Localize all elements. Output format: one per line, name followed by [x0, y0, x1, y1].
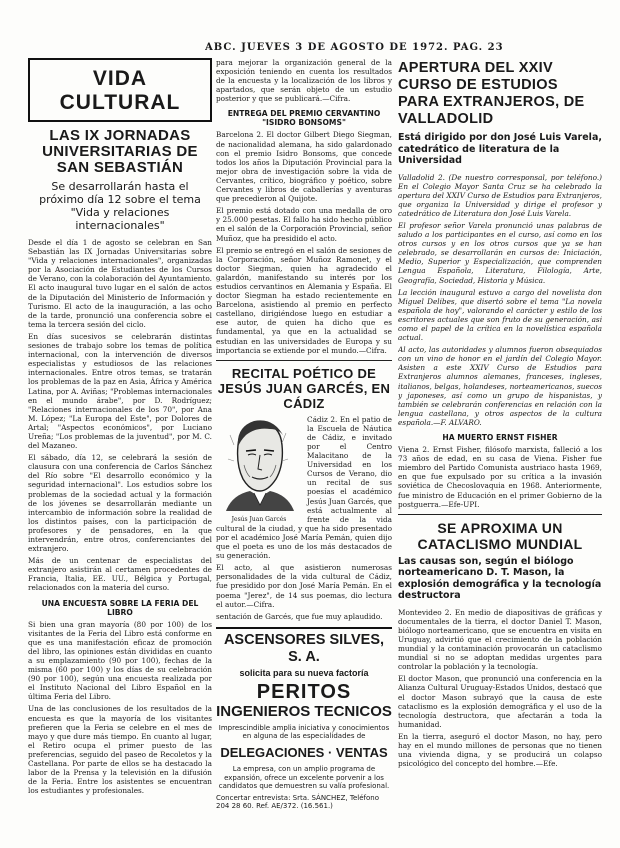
- ad-ingenieros: INGENIEROS TECNICOS: [216, 702, 392, 720]
- ad-peritos: PERITOS: [256, 680, 352, 703]
- article-paragraph: para mejorar la organización general de la exposición teniendo en cuenta los resultados de la encuesta y la localización de los libros y apartados, que serán objeto de un estudio posterior y que se publicará.—Cifra.: [216, 58, 392, 104]
- column-middle: [216, 58, 392, 836]
- ad-offer: La empresa, con un amplio programa de expansión, ofrece un excelente porvenir a los candidatos que demuestren su valía profesional.: [218, 764, 390, 791]
- article-paragraph: Montevideo 2. En medio de diapositivas de gráficas y documentales de la tierra, el doctor Daniel T. Mason, biólogo norteamericano, que se encuentra en visita en Uruguay, advirtió que el crecimiento de la población mundial y la contaminación provocarán un cataclismo mundial si no se adoptan medidas urgentes para controlar la población y la tecnología.: [398, 607, 602, 672]
- ad-solicits: solicita para su nueva factoría: [239, 667, 369, 678]
- article-paragraph: El profesor señor Varela pronunció unas palabras de saludo a los participantes en el curso, así como en los otros cursos y en los otros cursos que ya se han celebrado, se desarrollarán en cursos de: Iniciación, Medio, Superior y Especialización, que comprenden Lengua Española, Literatura, Filología, Arte, Geografía, Sociedad, Historia y Música.: [398, 220, 602, 285]
- article-paragraph: El doctor Mason, que pronunció una conferencia en la Alianza Cultural Uruguay-Estados Unidos, destacó que el doctor Mason subrayó que la causa de este cataclismo es la explosión demográfica y el uso de la tecnología destructora, que afectarán a toda la humanidad.: [398, 674, 602, 729]
- article-paragraph: Si bien una gran mayoría (80 por 100) de los visitantes de la Feria del Libro está conforme en que es una manifestación eficaz de promoción del libro, las opiniones están divididas en cuanto a su emplazamiento (90 por 100), fechas de la misma (60 por 100) y los días de su celebración (90 por 100), según una encuesta realizada por el Instituto Nacional del Libro Español en la última Feria del Libro.: [28, 619, 212, 702]
- article-paragraph: El sábado, día 12, se celebrará la sesión de clausura con una conferencia de Carlos Sánchez del Río sobre "El desarrollo económico y la seguridad internacional". Los estudios sobre los problemas de la sociedad actual y la formación de los jóvenes se desarrollarán mediante un intercambio de información sobre la realidad de los distintos países, con la participación de profesores y de pensadores, en la que intervendrán, entre otros, conferenciantes del extranjero.: [28, 453, 212, 554]
- article-paragraph: La lección inaugural estuvo a cargo del novelista don Miguel Delibes, que disertó sobre el tema "La novela española de hoy", valorando el carácter y estilo de los escritores actuales que son fruto de su generación, así como el papel de la crítica en la novelística española actual.: [398, 287, 602, 343]
- article-paragraph: Desde el día 1 de agosto se celebran en San Sebastián las IX Jornadas Universitarias sobre "Vida y relaciones internacionales", organizadas por la Asociación de Estudiantes de los Cursos de Verano, con la colaboración del Ayuntamiento. El acto inaugural tuvo lugar en el salón de actos de la Diputación del Ministerio de Información y Turismo. El acto de la inauguración, a las ocho de la tarde, pronunció una conferencia sobre el tema la tercera sesión del ciclo.: [28, 238, 212, 329]
- portrait-sketch: [216, 415, 302, 511]
- subhead-premio-cervantino: ENTREGA DEL PREMIO CERVANTINO "ISIDRO BONSOMS": [227, 109, 381, 128]
- article-paragraph: El premio está dotado con una medalla de oro y 25.000 pesetas. El fallo ha sido hecho público en el salón de la Corporación Provincial, señor Muñoz, que ha presidido el acto.: [216, 206, 392, 243]
- article-paragraph: sentación de Garcés, que fue muy aplaudido.: [216, 611, 383, 621]
- section-title: VIDA CULTURAL: [28, 58, 212, 122]
- article-paragraph: Más de un centenar de especialistas del extranjero asistirán al certamen procedentes de Francia, Italia, EE. UU., Bélgica y Portugal, relacionados con la materia del curso.: [28, 556, 212, 593]
- ad-requirements: Imprescindible amplia iniciativa y conocimientos en alguna de las especialidades de: [218, 723, 390, 741]
- article-paragraph: En la tierra, aseguró el doctor Mason, no hay, pero hay en el mundo millones de personas que no tienen una vivienda digna, y se producirá un colapso psicológico del concepto del hombre.—Efe.: [398, 731, 602, 769]
- portrait-photo: [216, 415, 302, 521]
- article-paragraph: Viena 2. Ernst Fisher, filósofo marxista, falleció a los 73 años de edad, en su casa de Viena. Fisher fue miembro del Partido Comunista austriaco hasta 1969, en que fue expulsado por su crítica a la invasión soviética de Checoslovaquia en 1968. Anteriormente, fue ministro de Educación en el primer Gobierno de la postguerra.—Efe-UPI.: [398, 445, 602, 509]
- article-paragraph: Barcelona 2. El doctor Gilbert Diego Siegman, de nacionalidad alemana, ha sido galardonado con el premio Isidro Bonsoms, que concede todos los años la Diputación Provincial para la mejor obra de investigación sobre la vida de Cervantes, crítico, biográfico y poético, sobre Cervantes y libros de caballerías y aventuras que precedieron al Quijote.: [216, 130, 392, 204]
- article-paragraph: Valladolid 2. (De nuestro corresponsal, por teléfono.) En el Colegio Mayor Santa Cruz se ha celebrado la apertura del XXIV Curso de Estudios para Extranjeros, que organiza la Universidad y dirige el profesor y catedrático de Literatura don José Luis Varela.: [398, 172, 602, 218]
- job-advertisement: [216, 627, 392, 811]
- divider: [216, 360, 392, 361]
- page-header: ABC. JUEVES 3 DE AGOSTO DE 1972. PAG. 23: [205, 42, 504, 53]
- article-paragraph: El acto, al que asistieron numerosas personalidades de la vida cultural de Cádiz, fue presidido por don José María Pemán. En el poema "Jerez", de 14 sus poemas, dio lectura el autor.—Cifra.: [216, 563, 392, 609]
- recital-article: [216, 415, 392, 621]
- divider: [398, 514, 602, 515]
- ad-delegaciones: DELEGACIONES · VENTAS: [220, 744, 388, 760]
- column-left: [28, 58, 212, 836]
- dek-valladolid: Está dirigido por don José Luis Varela, catedrático de literatura de la Universidad: [398, 132, 602, 166]
- article-paragraph: Una de las conclusiones de los resultados de la encuesta es que la mayoría de los visitantes prefieren que la Feria se celebre en el mes de mayo y que dure más tiempo. En cuanto al lugar, el Retiro ocupa el primer puesto de las preferencias, seguido del paseo de Recoletos y la Castellana. Por parte de ellos se ha destacado la labor de la Prensa y la televisión en la difusión de la Feria. Entre los asistentes se encuentran los estudiantes y profesionales.: [28, 704, 212, 796]
- column-right: [398, 58, 602, 836]
- subhead-encuesta: UNA ENCUESTA SOBRE LA FERIA DEL LIBRO: [41, 598, 199, 617]
- article-paragraph: El premio se entregó en el salón de sesiones de la Corporación, señor Muñoz Ramonet, y el doctor Siegman, quien ha agradecido el galardón, manifestando su interés por los estudios cervantinos en Alemania y España. El doctor Siegman ha estado recientemente en Barcelona, asistiendo al premio en perfecto castellano, dirigiéndose luego en estudiar a ese autor, de quien ha dicho que es fundamental, ya que en la actualidad se estudian en las universidades de Europa y su importancia se extiende por el mundo.—Cifra.: [216, 245, 392, 355]
- dek-cataclismo: Las causas son, según el biólogo norteamericano D. T. Mason, la explosión demográfica y la tecnología destructora: [398, 555, 602, 602]
- headline-cataclismo: SE APROXIMA UN CATACLISMO MUNDIAL: [417, 519, 583, 552]
- headline-jornadas: LAS IX JORNADAS UNIVERSITARIAS DE SAN SEBASTIÁN: [42, 127, 198, 176]
- headline-valladolid: APERTURA DEL XXIV CURSO DE ESTUDIOS PARA EXTRANJEROS, DE VALLADOLID: [398, 60, 585, 127]
- ad-contact: Concertar entrevista: Srta. SÁNCHEZ, Teléfono 204 28 60. Ref. AE/372. (16.561.): [216, 793, 379, 811]
- subhead-fisher: HA MUERTO ERNST FISHER: [442, 433, 558, 443]
- ad-company: ASCENSORES SILVES, S. A.: [223, 631, 385, 665]
- article-paragraph: En días sucesivos se celebrarán distintas sesiones de trabajo sobre los temas de política internacional, con la intervención de diversos especialistas y estudiosos de las relaciones internacionales. Entre otros temas, se tratarán los problemas de la paz en Asia, África y América Latina, por A. Aviñas; "Problemas internacionales en el mundo árabe", por D. Rodríguez; "Relaciones internacionales de los 70", por Ana M. López; "La Europa del Este", por Dolores de Artal; "Aspectos económicos", por Luciano Ureña; "Los problemas de la juventud", por M. C. del Mazaneo.: [28, 331, 212, 451]
- article-paragraph: Al acto, las autoridades y alumnos fueron obsequiados con un vino de honor en el jardín del Colegio Mayor. Asisten a este XXIV Curso de Estudios para Extranjeros alumnos alemanes, franceses, ingleses, italianos, belgas, holandeses, norteamericanos, suecos y japoneses, así como un grupo de hispanistas, y también se celebrarán conferencias en relación con la lengua castellana, y otros aspectos de la cultura española.—F. ALVARO.: [398, 345, 602, 427]
- headline-recital: RECITAL POÉTICO DE JESÚS JUAN GARCÉS, EN CÁDIZ: [217, 365, 391, 411]
- dek-jornadas: Se desarrollarán hasta el próximo día 12 sobre el tema "Vida y relaciones internacionales": [39, 180, 201, 232]
- portrait-caption: Jesús Juan Garcés: [231, 515, 287, 523]
- article-paragraph: Cádiz 2. En el patio de la Escuela de Náutica de Cádiz, e invitado por el Centro Malacitano de la Universidad en los Cursos de Verano, dio un recital de sus poesías el académico Jesús Juan Garcés, que está actualmente al frente de la vida cultural de la ciudad, y que ha sido presentado por el académico José María Pemán, quien dijo que el poeta es uno de los más destacados de su generación.: [216, 414, 392, 561]
